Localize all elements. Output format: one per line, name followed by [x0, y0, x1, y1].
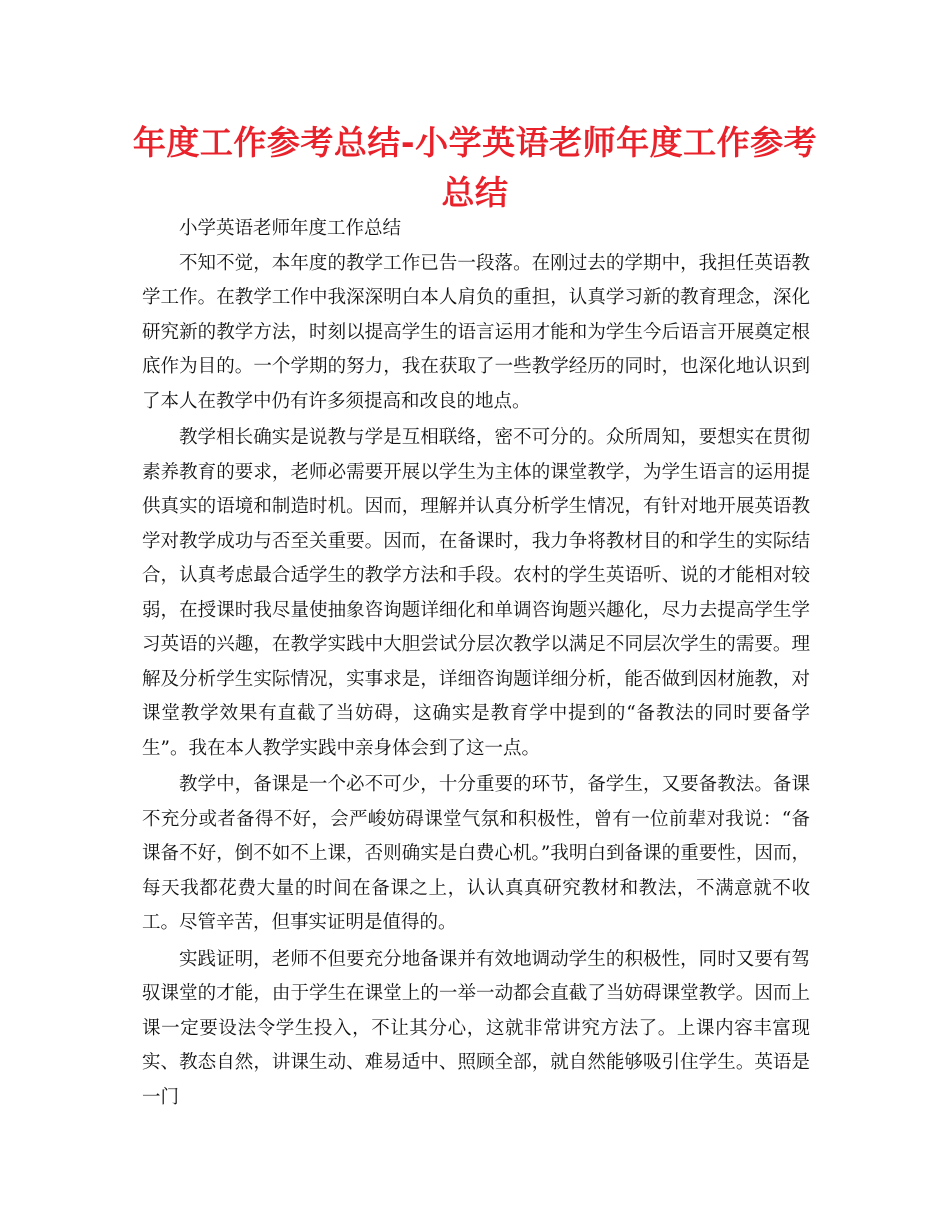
paragraph-4: 实践证明，老师不但要充分地备课并有效地调动学生的积极性，同时又要有驾驭课堂的才能，由于学生在课堂上的一举一动都会直截了当妨碍课堂教学。因而上课一定要设法令学生投入，不让其分心，这就非常讲究方法了。上课内容丰富现实、教态自然，讲课生动、难易适中、照顾全部，就自然能够吸引住学生。英语是一门	[142, 948, 810, 1108]
document-body	[142, 212, 810, 1115]
paragraph-2: 教学相长确实是说教与学是互相联络，密不可分的。众所周知，要想实在贯彻素养教育的要求，老师必需要开展以学生为主体的课堂教学，为学生语言的运用提供真实的语境和制造时机。因而，理解并认真分析学生情况，有针对地开展英语教学对教学成功与否至关重要。因而，在备课时，我力争将教材目的和学生的实际结合，认真考虑最合适学生的教学方法和手段。农村的学生英语听、说的才能相对较弱，在授课时我尽量使抽象咨询题详细化和单调咨询题兴趣化，尽力去提高学生学习英语的兴趣，在教学实践中大胆尝试分层次教学以满足不同层次学生的需要。理解及分析学生实际情况，实事求是，详细咨询题详细分析，能否做到因材施教，对课堂教学效果有直截了当妨碍，这确实是教育学中提到的“备教法的同时要备学生”。我在本人教学实践中亲身体会到了这一点。	[142, 427, 810, 759]
paragraph-1: 不知不觉，本年度的教学工作已告一段落。在刚过去的学期中，我担任英语教学工作。在教学工作中我深深明白本人肩负的重担，认真学习新的教育理念，深化研究新的教学方法，时刻以提高学生的语言运用才能和为学生今后语言开展奠定根底作为目的。一个学期的努力，我在获取了一些教学经历的同时，也深化地认识到了本人在教学中仍有许多须提高和改良的地点。	[142, 252, 810, 412]
paragraph-3: 教学中，备课是一个必不可少，十分重要的环节，备学生，又要备教法。备课不充分或者备得不好，会严峻妨碍课堂气氛和积极性，曾有一位前辈对我说：“备课备不好，倒不如不上课，否则确实是白费心机。”我明白到备课的重要性，因而，每天我都花费大量的时间在备课之上，认认真真研究教材和教法，不满意就不收工。尽管辛苦，但事实证明是值得的。	[142, 774, 810, 933]
document-subtitle: 小学英语老师年度工作总结	[179, 218, 402, 239]
document-title: 年度工作参考总结-小学英语老师年度工作参考总结	[132, 123, 818, 212]
